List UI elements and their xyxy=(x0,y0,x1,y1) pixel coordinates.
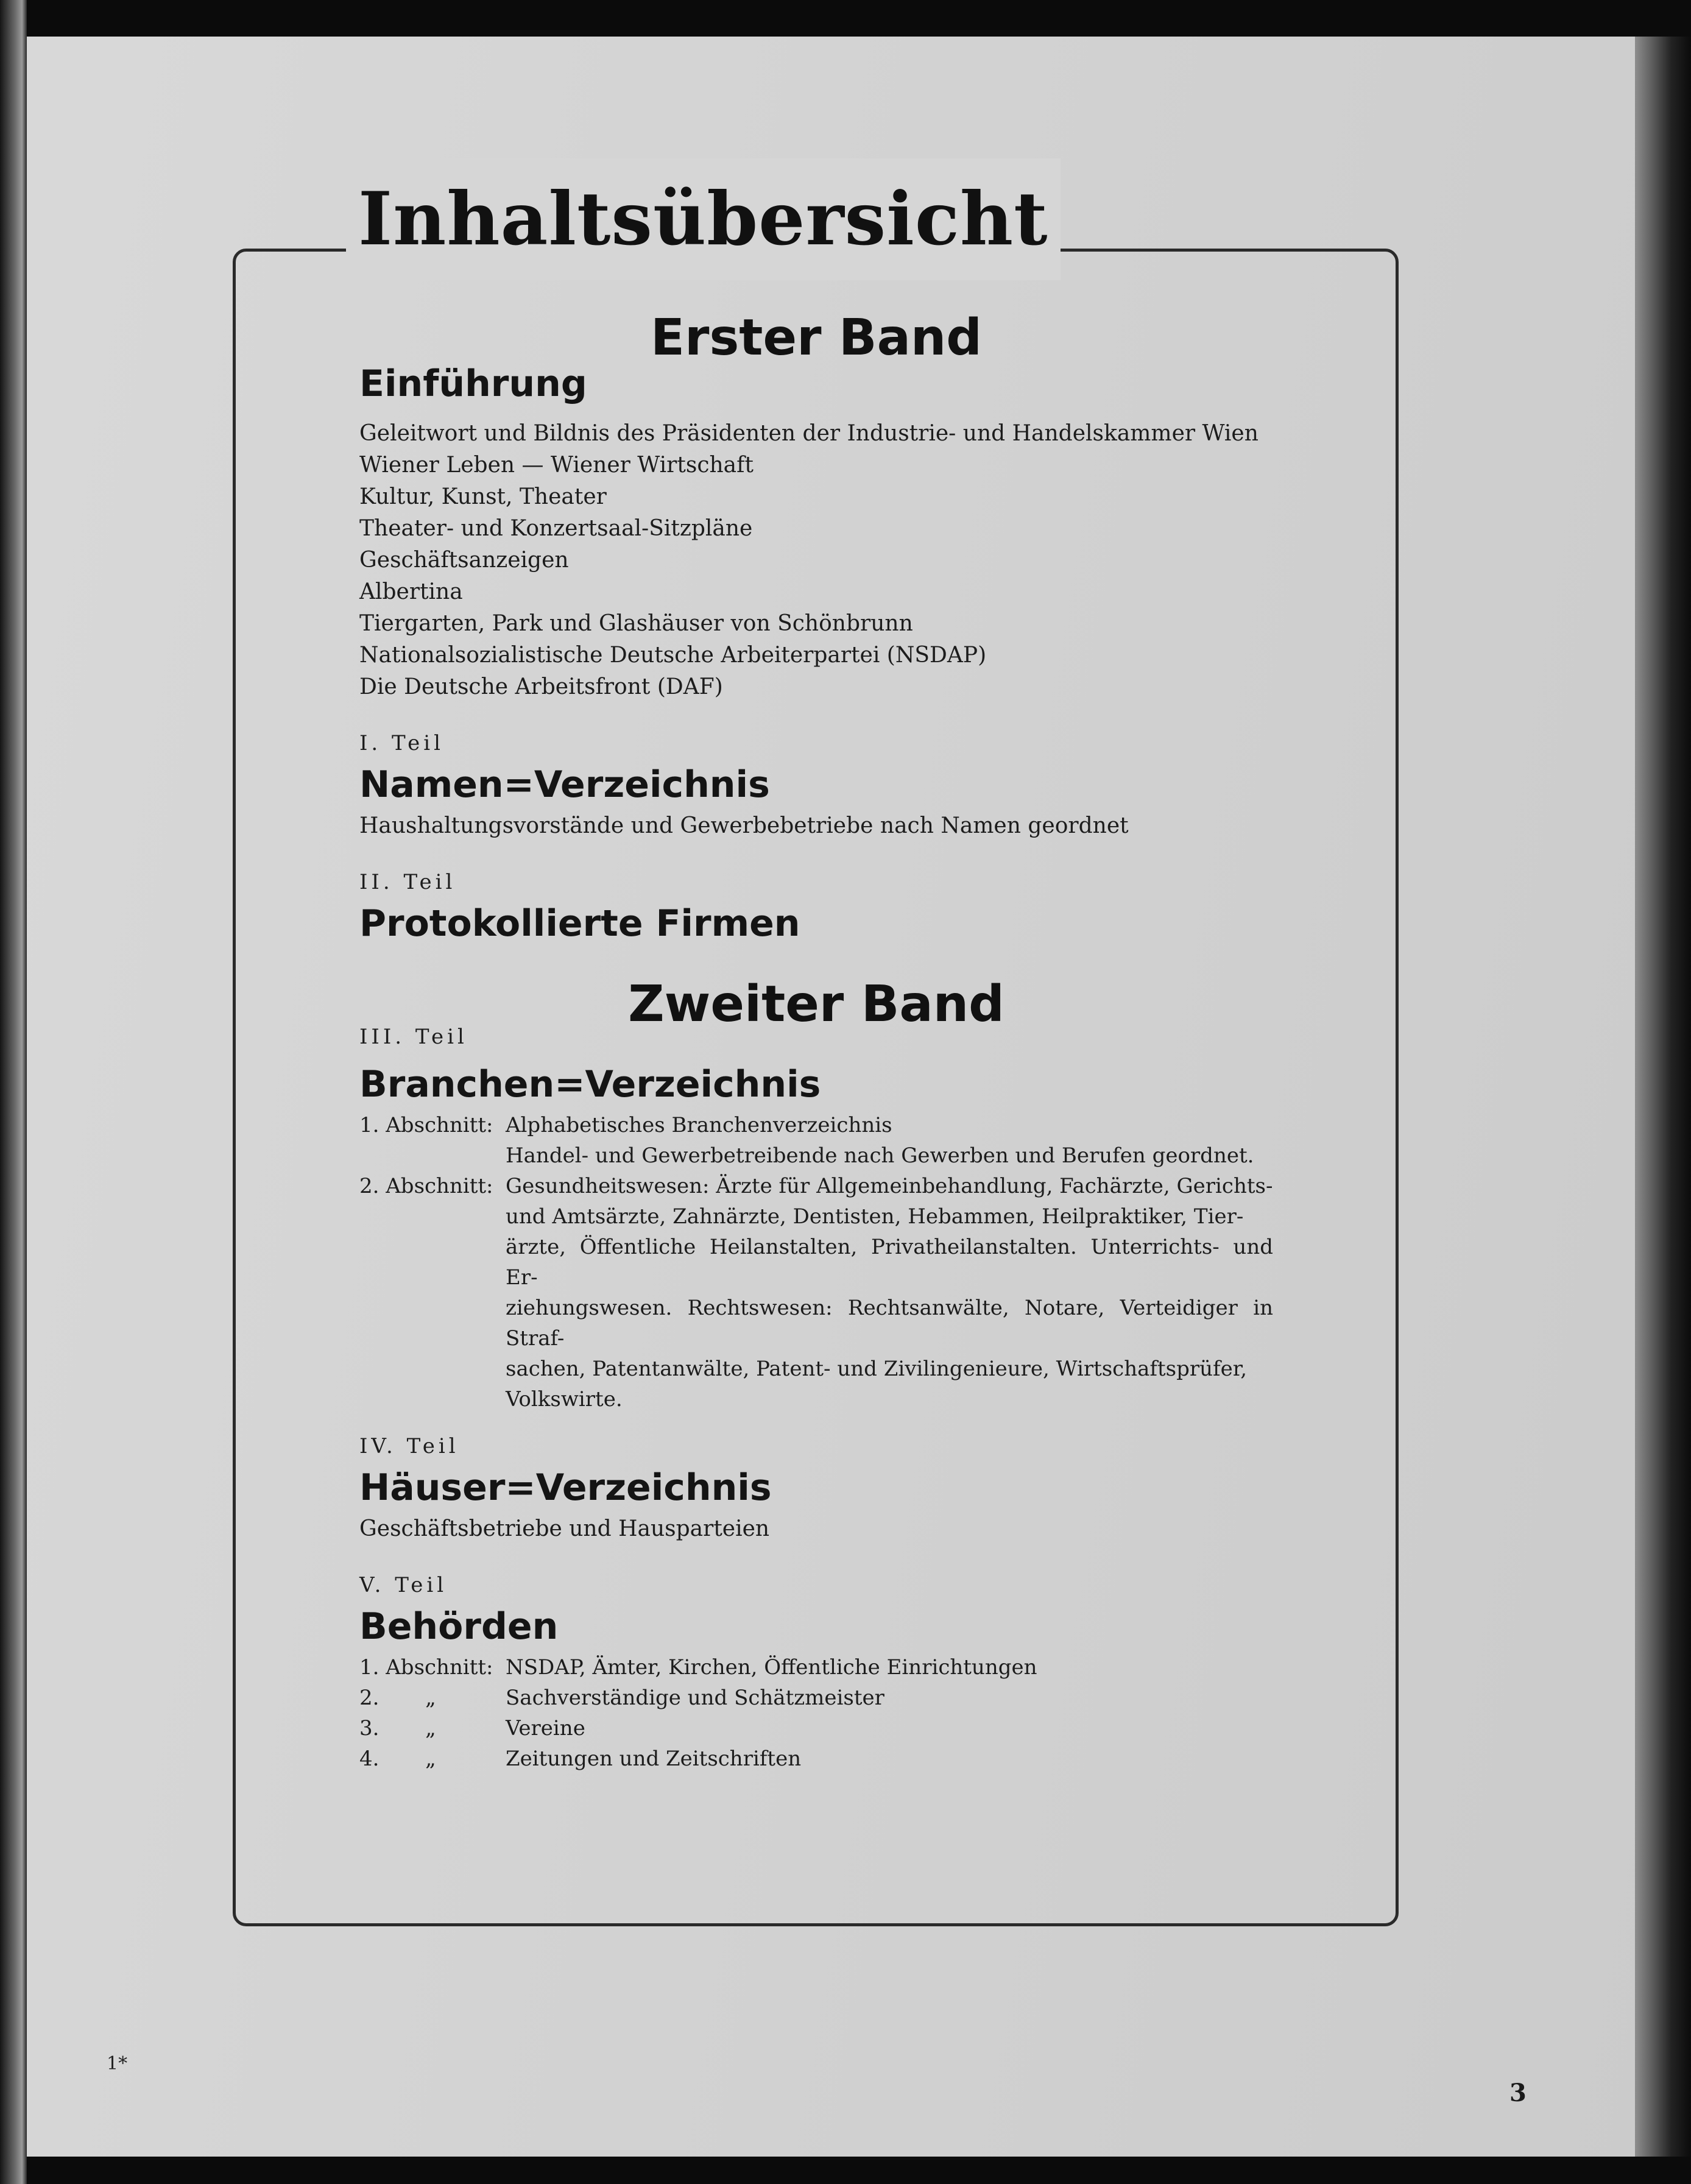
teil-3-heading: Branchen=Verzeichnis xyxy=(359,1063,821,1106)
abschnitt-row xyxy=(359,1652,1273,1683)
abschnitt-row xyxy=(359,1683,1273,1713)
page-title: Inhaltsübersicht xyxy=(346,158,1061,280)
band-two-title: Zweiter Band xyxy=(628,975,1004,1033)
list-item: Die Deutsche Arbeitsfront (DAF) xyxy=(359,674,723,699)
teil-2-heading: Protokollierte Firmen xyxy=(359,902,800,945)
teil-3-label: III. Teil xyxy=(359,1025,468,1049)
teil-1-description: Haushaltungsvorstände und Gewerbebetriebe nach Namen geordnet xyxy=(359,813,1129,838)
band-one-title: Erster Band xyxy=(651,309,982,367)
table-of-contents xyxy=(359,305,1273,1774)
abschnitt-text: Vereine xyxy=(506,1716,585,1740)
abschnitt-line: ärzte, Öffentliche Heilanstalten, Privatheilanstalten. Unterrichts- und Er- xyxy=(506,1235,1273,1290)
abschnitt-line: Alphabetisches Branchenverzeichnis xyxy=(506,1113,892,1137)
abschnitt-row xyxy=(359,1110,1273,1171)
abschnitt-line: und Amtsärzte, Zahnärzte, Dentisten, Hebammen, Heilpraktiker, Tier- xyxy=(506,1204,1244,1229)
abschnitt-line: Gesundheitswesen: Ärzte für Allgemeinbehandlung, Fachärzte, Gerichts- xyxy=(506,1174,1273,1198)
abschnitt-line: sachen, Patentanwälte, Patent- und Zivilingenieure, Wirtschaftsprüfer, xyxy=(506,1357,1248,1381)
abschnitt-label: 1. Abschnitt: xyxy=(359,1655,493,1680)
list-item: Geschäftsanzeigen xyxy=(359,548,569,573)
abschnitt-row xyxy=(359,1744,1273,1774)
teil-1-label: I. Teil xyxy=(359,731,444,755)
abschnitt-line: ziehungswesen. Rechtswesen: Rechtsanwälte, Notare, Verteidiger in Straf- xyxy=(506,1296,1273,1351)
book-spine-edge xyxy=(0,0,27,2184)
teil-1-heading: Namen=Verzeichnis xyxy=(359,763,770,806)
abschnitt-text xyxy=(506,1171,1273,1415)
teil-2-label: II. Teil xyxy=(359,870,456,894)
list-item: Wiener Leben — Wiener Wirtschaft xyxy=(359,453,754,478)
teil-5-heading: Behörden xyxy=(359,1605,559,1648)
abschnitt-text: Zeitungen und Zeitschriften xyxy=(506,1747,802,1771)
abschnitt-label: 2. Abschnitt: xyxy=(359,1174,493,1198)
intro-list xyxy=(359,418,1273,703)
signature-mark: 1* xyxy=(107,2053,128,2074)
page-right-edge xyxy=(1635,37,1691,2157)
teil-4-label: IV. Teil xyxy=(359,1434,459,1458)
abschnitt-label: 1. Abschnitt: xyxy=(359,1113,493,1137)
list-item: Kultur, Kunst, Theater xyxy=(359,484,607,509)
page-number: 3 xyxy=(1509,2079,1527,2107)
teil-4-description: Geschäftsbetriebe und Hausparteien xyxy=(359,1516,770,1541)
list-item: Geleitwort und Bildnis des Präsidenten der Industrie- und Handelskammer Wien xyxy=(359,421,1259,446)
abschnitt-text: NSDAP, Ämter, Kirchen, Öffentliche Einrichtungen xyxy=(506,1655,1037,1680)
teil-5-label: V. Teil xyxy=(359,1573,448,1597)
abschnitt-row xyxy=(359,1171,1273,1415)
abschnitt-text: Sachverständige und Schätzmeister xyxy=(506,1686,884,1710)
abschnitt-label: 4. „ xyxy=(359,1747,436,1771)
teil-4-heading: Häuser=Verzeichnis xyxy=(359,1466,772,1509)
abschnitt-text xyxy=(506,1110,1273,1171)
abschnitt-line: Volkswirte. xyxy=(506,1387,623,1412)
intro-heading: Einführung xyxy=(359,362,587,405)
list-item: Albertina xyxy=(359,579,463,604)
list-item: Tiergarten, Park und Glashäuser von Schönbrunn xyxy=(359,611,913,636)
abschnitt-row xyxy=(359,1713,1273,1744)
abschnitt-line: Handel- und Gewerbetreibende nach Gewerben und Berufen geordnet. xyxy=(506,1143,1254,1168)
list-item: Theater- und Konzertsaal-Sitzpläne xyxy=(359,516,753,541)
list-item: Nationalsozialistische Deutsche Arbeiterpartei (NSDAP) xyxy=(359,643,987,668)
abschnitt-label: 3. „ xyxy=(359,1716,436,1740)
abschnitt-label: 2. „ xyxy=(359,1686,436,1710)
